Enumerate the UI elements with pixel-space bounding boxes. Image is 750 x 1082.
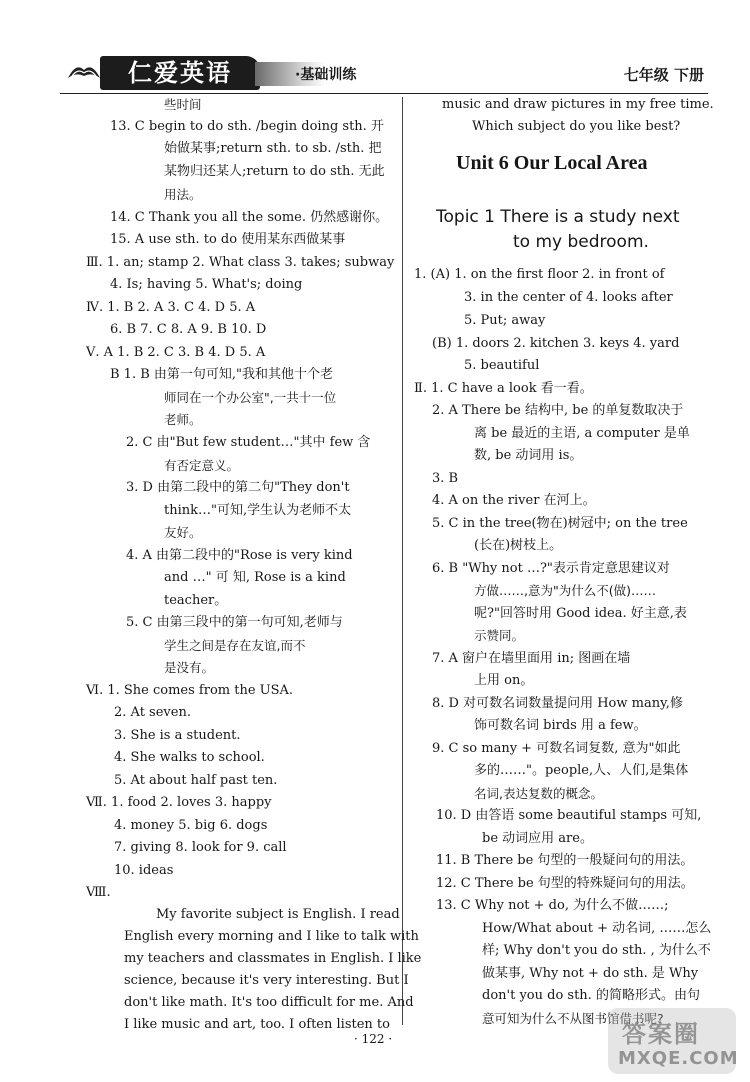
answer-line: 意可知为什么不从图书馆借书呢? [482,1011,664,1026]
answer-line: 3. B [432,471,459,486]
answer-line: 2. C 由"But few student…"其中 few 含 [126,435,371,450]
brand-title: 仁爱英语 [128,59,232,87]
answer-line: 5. C 由第三段中的第一句可知,老师与 [126,615,343,630]
answer-line: 些时间 [164,97,202,112]
answer-line: B 1. B 由第一句可知,"我和其他十个老 [110,367,334,382]
answer-line: 老师。 [164,412,202,427]
answer-line: 示赞同。 [474,628,525,643]
answer-line: Ⅷ. [86,885,111,900]
answer-line: don't like math. It's too difficult for me. And [124,995,414,1010]
answer-line: 某物归还某人;return to do sth. 无此 [164,164,385,179]
answer-line: 4. money 5. big 6. dogs [114,818,268,833]
answer-line: 15. A use sth. to do 使用某东西做某事 [110,232,346,247]
answer-line: 3. in the center of 4. looks after [464,290,673,305]
topic-title: Topic 1 There is a study next [436,207,680,227]
answer-line: 10. ideas [114,863,174,878]
book-logo-icon [66,60,102,84]
answer-line: 7. A 窗户在墙里面用 in; 图画在墙 [432,651,631,666]
answer-line: 上用 on。 [474,673,534,688]
header-rule [60,93,708,94]
answer-line: (B) 1. doors 2. kitchen 3. keys 4. yard [432,336,680,351]
answer-line: 2. At seven. [114,705,191,720]
answer-line: 用法。 [164,187,202,202]
answer-line: 6. B "Why not …?"表示肯定意思建议对 [432,561,670,576]
answer-line: 有否定意义。 [164,458,240,473]
answer-line: think…"可知,学生认为老师不太 [164,503,352,518]
watermark-text: 答案圈 [622,1020,700,1048]
answer-line: How/What about + 动名词, ……怎么 [482,921,712,936]
answer-line: 5. At about half past ten. [114,773,278,788]
page-header [0,56,750,94]
section-label: ·基础训练 [295,67,357,83]
page-number: · 122 · [354,1032,393,1046]
answer-line: Ⅵ. 1. She comes from the USA. [86,683,294,698]
answer-line: 样; Why don't you do sth. , 为什么不 [482,943,711,958]
answer-line: 9. C so many + 可数名词复数, 意为"如此 [432,741,681,756]
answer-line: 3. D 由第二段中的第二句"They don't [126,480,350,495]
answer-line: 4. Is; having 5. What's; doing [110,277,303,292]
answer-line: 2. A There be 结构中, be 的单复数取决于 [432,403,684,418]
answer-line: 1. (A) 1. on the first floor 2. in front of [414,267,665,282]
answer-line: 始做某事;return sth. to sb. /sth. 把 [164,141,382,156]
answer-line: 4. A on the river 在河上。 [432,493,596,508]
answer-line: 师同在一个办公室",一共十一位 [164,390,337,405]
grade-label: 七年级 下册 [623,66,704,84]
answer-line: 13. C Why not + do, 为什么不做……; [436,898,669,913]
answer-line: 5. beautiful [464,358,540,373]
answer-line: English every morning and I like to talk with [124,929,419,944]
answer-line: Ⅲ. 1. an; stamp 2. What class 3. takes; subway [86,255,395,270]
answer-line: 是没有。 [164,660,215,675]
answer-line: 友好。 [164,525,202,540]
answer-line: I like music and art, too. I often listen to [124,1017,390,1032]
column-divider [402,97,403,1025]
answer-line: 学生之间是存在友谊,而不 [164,638,306,653]
topic-title-cont: to my bedroom. [513,232,649,252]
answer-line: (长在)树枝上。 [474,538,563,553]
answer-line: 13. C begin to do sth. /begin doing sth. 开 [110,119,384,134]
answer-line: science, because it's very interesting. But I [124,973,409,988]
answer-line: and …" 可 知, Rose is a kind [164,570,346,585]
answer-line: Ⅱ. 1. C have a look 看一看。 [414,381,593,396]
answer-line: 4. A 由第二段中的"Rose is very kind [126,548,353,563]
watermark [608,1008,739,1074]
answer-line: be 动词应用 are。 [482,831,593,846]
answer-line: Ⅴ. A 1. B 2. C 3. B 4. D 5. A [86,345,266,360]
answer-line: 5. C in the tree(物在)树冠中; on the tree [432,516,688,531]
answer-line: teacher。 [164,593,228,608]
answer-line: 12. C There be 句型的特殊疑问句的用法。 [436,876,694,891]
answer-line: Ⅳ. 1. B 2. A 3. C 4. D 5. A [86,300,256,315]
answer-line: 呢?"回答时用 Good idea. 好主意,表 [474,606,687,621]
answer-line: Which subject do you like best? [472,119,681,134]
unit-title: Unit 6 Our Local Area [456,152,648,174]
answer-line: 5. Put; away [464,313,546,328]
answer-line: 4. She walks to school. [114,750,265,765]
answer-line: My favorite subject is English. I read [156,907,400,922]
answer-line: 数, be 动词用 is。 [474,448,583,463]
answer-line: 名词,表达复数的概念。 [474,786,603,801]
answer-line: 3. She is a student. [114,728,241,743]
answer-line: Ⅶ. 1. food 2. loves 3. happy [86,795,272,810]
watermark-url: MXQE.COM [618,1048,739,1069]
answer-line: 11. B There be 句型的一般疑问句的用法。 [436,853,694,868]
answer-line: 做某事, Why not + do sth. 是 Why [482,966,699,981]
answer-line: don't you do sth. 的简略形式。由句 [482,988,700,1003]
answer-line: 饰可数名词 birds 用 a few。 [474,718,647,733]
answer-line: 14. C Thank you all the some. 仍然感谢你。 [110,210,389,225]
answer-line: 7. giving 8. look for 9. call [114,840,287,855]
answer-line: 10. D 由答语 some beautiful stamps 可知, [436,808,702,823]
answer-line: 6. B 7. C 8. A 9. B 10. D [110,322,267,337]
answer-line: music and draw pictures in my free time. [442,97,714,112]
answer-line: 8. D 对可数名词数量提问用 How many,修 [432,696,683,711]
answer-line: 方做……,意为"为什么不(做)…… [474,583,656,598]
answer-line: 离 be 最近的主语, a computer 是单 [474,426,690,441]
answer-line: 多的……"。people,人、人们,是集体 [474,763,689,778]
answer-line: my teachers and classmates in English. I like [124,951,422,966]
